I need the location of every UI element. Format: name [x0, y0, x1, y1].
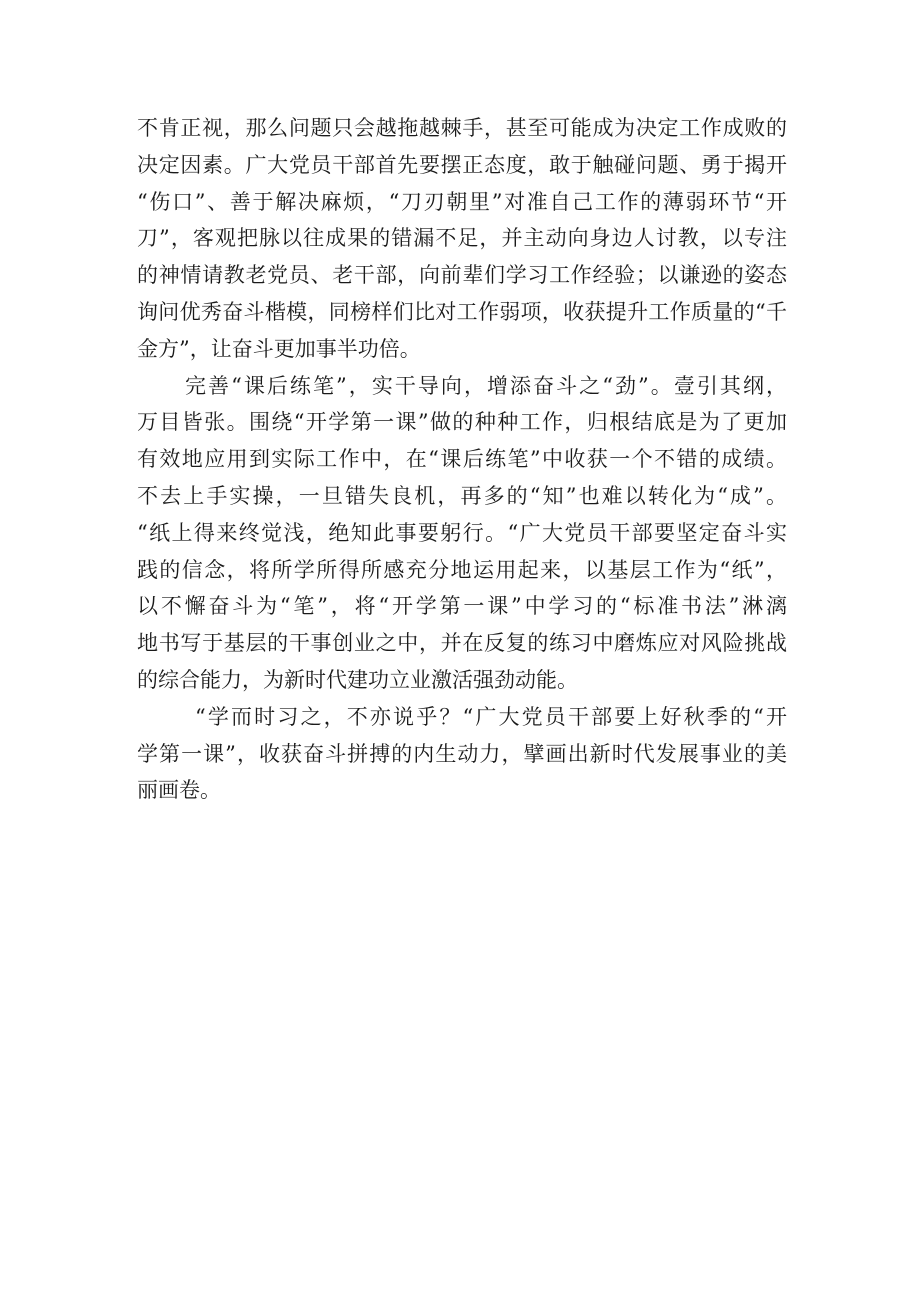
paragraph-line: 金方”，让奋斗更加事半功倍。 — [137, 336, 421, 361]
paragraph-line: 丽画卷。 — [137, 778, 221, 803]
paragraph-line: 不去上手实操，一旦错失良机，再多的“知”也难以转化为“成”。 — [137, 483, 787, 508]
paragraph-line: 学第一课”，收获奋斗拼搏的内生动力，擘画出新时代发展事业的美 — [137, 741, 787, 766]
document-body — [137, 110, 787, 809]
paragraph-3 — [137, 699, 787, 809]
paragraph-line: 不肯正视，那么问题只会越拖越棘手，甚至可能成为决定工作成败的 — [137, 116, 787, 140]
paragraph-line: 刀”，客观把脉以往成果的错漏不足，并主动向身边人讨教，以专注 — [137, 226, 787, 251]
paragraph-line: 完善“课后练笔”，实干导向，增添奋斗之“劲”。壹引其纲， — [185, 373, 787, 398]
paragraph-2 — [137, 368, 787, 699]
paragraph-line: 践的信念，将所学所得所感充分地运用起来，以基层工作为“纸”， — [137, 557, 787, 582]
paragraph-line: 询问优秀奋斗楷模，同榜样们比对工作弱项，收获提升工作质量的“千 — [137, 299, 787, 324]
paragraph-line: 的综合能力，为新时代建功立业激活强劲动能。 — [137, 667, 578, 692]
paragraph-line: 有效地应用到实际工作中，在“课后练笔”中收获一个不错的成绩。 — [137, 447, 787, 472]
paragraph-line: 万目皆张。围绕“开学第一课”做的种种工作，归根结底是为了更加 — [137, 410, 787, 435]
paragraph-line: 地书写于基层的干事创业之中，并在反复的练习中磨炼应对风险挑战 — [137, 631, 787, 656]
paragraph-line: “纸上得来终觉浅，绝知此事要躬行。“广大党员干部要坚定奋斗实 — [137, 520, 787, 545]
paragraph-1 — [137, 110, 787, 368]
paragraph-line: 以不懈奋斗为“笔”，将“开学第一课”中学习的“标准书法”淋漓 — [137, 594, 787, 619]
paragraph-line: “伤口”、善于解决麻烦，“刀刃朝里”对准自己工作的薄弱环节“开 — [137, 189, 787, 214]
paragraph-line: “学而时习之，不亦说乎？“广大党员干部要上好秋季的“开 — [195, 704, 787, 729]
paragraph-line: 的神情请教老党员、老干部，向前辈们学习工作经验；以谦逊的姿态 — [137, 263, 787, 288]
paragraph-line: 决定因素。广大党员干部首先要摆正态度，敢于触碰问题、勇于揭开 — [137, 152, 787, 177]
